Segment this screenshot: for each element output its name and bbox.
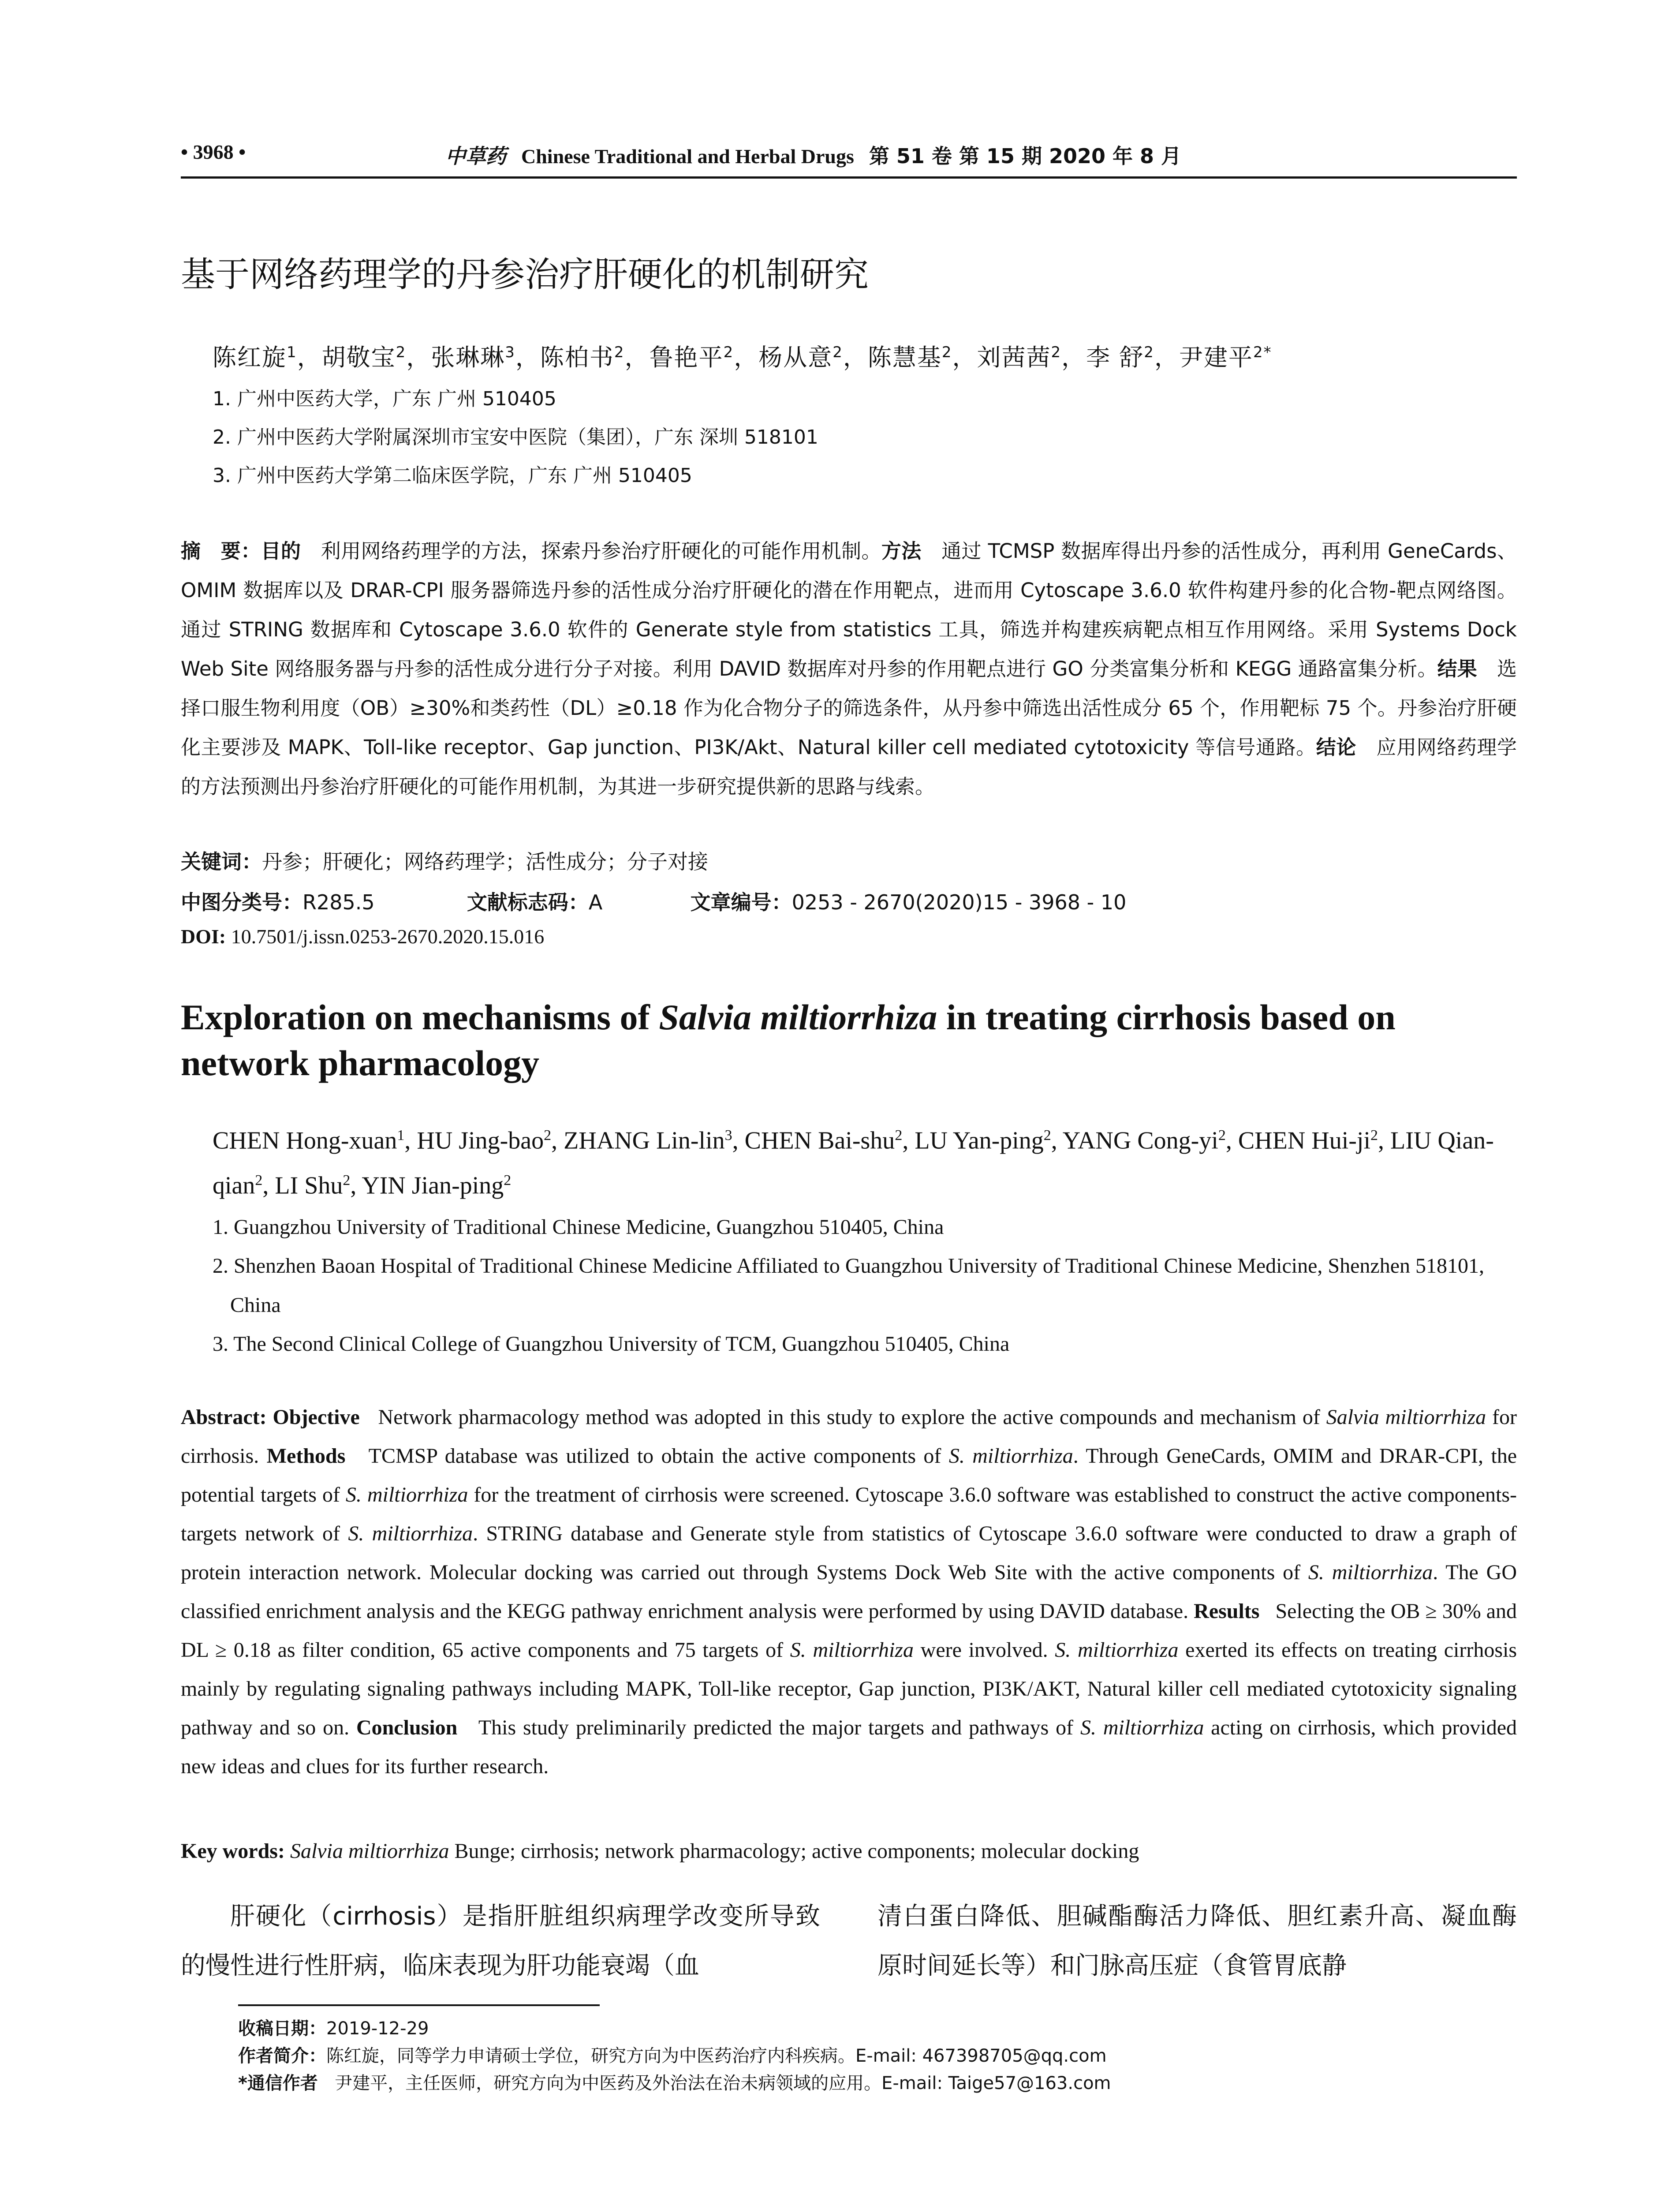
abstract-en-objective-text: Network pharmacology method was adopted in this study to explore the active compounds and mechanism of	[378, 1405, 1326, 1429]
abstract-cn-objective: 利用网络药理学的方法，探索丹参治疗肝硬化的可能作用机制。	[321, 539, 881, 563]
affiliation-cn-3: 3. 广州中医药大学第二临床医学院，广东 广州 510405	[213, 464, 692, 487]
abstract-en-conclusion-text: acting on cirrhosis, which provided new ideas and clues for its further research.	[181, 1716, 1517, 1778]
keywords-en	[181, 1839, 1139, 1863]
author-cn-affiliation-mark: 2	[396, 344, 407, 361]
abstract-en	[181, 1398, 1517, 1786]
author-cn-name: 陈柏书	[540, 344, 614, 371]
abstract-en-results-label: Results	[1194, 1600, 1260, 1623]
author-en-affiliation-mark: 2	[1218, 1127, 1226, 1144]
article-no-label: 文章编号：	[690, 890, 792, 914]
keywords-cn-label: 关键词：	[181, 850, 262, 874]
authors-cn: 陈红旋$^1$，胡敬宝$^2$，张琳琳$^3$，陈柏书$^2$，鲁艳平$^2$，杨从意$^2$，陈慧基$^2$，刘茜茜$^2$，李 舒$^2$，尹建平$^{2*}$	[213, 344, 1272, 371]
species-name: S. miltiorrhiza	[345, 1483, 468, 1506]
species-name: S. miltiorrhiza	[1308, 1561, 1433, 1584]
abstract-cn-label: 摘 要：	[181, 539, 261, 563]
footnote-rule	[238, 2004, 600, 2006]
abstract-en-methods-label: Methods	[266, 1444, 346, 1468]
abstract-en-results-text: were involved.	[914, 1638, 1055, 1662]
author-en-affiliation-mark: 2	[255, 1172, 263, 1188]
keywords-cn	[181, 846, 708, 875]
author-cn-affiliation-mark: 1	[287, 344, 297, 361]
author-en-name: LI Shu	[275, 1172, 343, 1200]
footnote-author-label: 作者简介：	[238, 2046, 326, 2066]
title-en	[181, 994, 1517, 1086]
author-cn-name: 陈红旋	[213, 344, 287, 371]
abstract-en-methods-text: TCMSP database was utilized to obtain the active components of	[368, 1444, 949, 1468]
author-en-affiliation-mark: 2	[895, 1127, 903, 1144]
author-cn-name: 尹建平	[1179, 344, 1253, 371]
species-name: S. miltiorrhiza	[790, 1638, 914, 1662]
doi-value: 10.7501/j.issn.0253-2670.2020.15.016	[231, 925, 545, 948]
title-en-part2: in treating cirrhosis based on network pharmacology	[181, 997, 1396, 1083]
author-cn-name: 胡敬宝	[321, 344, 396, 371]
doc-code-label: 文献标志码：	[467, 890, 589, 914]
abstract-en-methods-text: . The GO classified enrichment analysis and the KEGG pathway enrichment analysis were performed by using DAVID database.	[181, 1561, 1517, 1623]
abstract-cn-conclusion-label: 结论	[1316, 736, 1356, 759]
journal-info	[445, 140, 1181, 169]
author-cn-name: 杨从意	[758, 344, 833, 371]
body-column-right: 清白蛋白降低、胆碱酯酶活力降低、胆红素升高、凝血酶原时间延长等）和门脉高压症（食管胃底静	[877, 1902, 1517, 1980]
footnote-received-date: 2019-12-29	[326, 2018, 429, 2039]
abstract-cn-methods-label: 方法	[881, 539, 922, 563]
author-cn-affiliation-mark: 2	[723, 344, 734, 361]
journal-issue: 第 51 卷 第 15 期 2020 年 8 月	[869, 144, 1182, 168]
author-en-affiliation-mark: 2	[544, 1127, 552, 1144]
author-en-affiliation-mark: 1	[397, 1127, 405, 1144]
abstract-en-conclusion-label: Conclusion	[356, 1716, 458, 1739]
author-en-name: LU Yan-ping	[915, 1127, 1044, 1155]
affiliation-en-3: 3. The Second Clinical College of Guangzhou University of TCM, Guangzhou 510405, China	[213, 1332, 1010, 1356]
author-cn-affiliation-mark: 2*	[1253, 344, 1272, 361]
author-en-name: YIN Jian-ping	[362, 1172, 504, 1200]
authors-en: CHEN Hong-xuan$^1$, HU Jing-bao$^2$, ZHANG Lin-lin$^3$, CHEN Bai-shu$^2$, LU Yan-ping$^2$, YANG Cong-$yi^2$, CHEN Hui-$ji^2$, LIU Qian-qian$^2$, LI Shu$^2$, YIN Jian-ping$^2$	[213, 1127, 1494, 1200]
title-cn: 基于网络药理学的丹参治疗肝硬化的机制研究	[181, 255, 869, 295]
abstract-cn-conclusion: 应用网络药理学的方法预测出丹参治疗肝硬化的可能作用机制，为其进一步研究提供新的思路与线索。	[181, 736, 1517, 798]
affiliation-en-2: 2. Shenzhen Baoan Hospital of Traditional Chinese Medicine Affiliated to Guangzhou University of Traditional Chinese Medicine, Shenzhen 518101, China	[213, 1254, 1485, 1317]
classification-line	[181, 886, 1126, 916]
author-en-affiliation-mark: 2	[1043, 1127, 1051, 1144]
affiliation-cn-2: 2. 广州中医药大学附属深圳市宝安中医院（集团），广东 深圳 518101	[213, 426, 818, 448]
author-en-name: CHEN Bai-shu	[744, 1127, 895, 1155]
author-cn-affiliation-mark: 2	[1144, 344, 1154, 361]
author-cn-affiliation-mark: 2	[1051, 344, 1062, 361]
abstract-en-objective-end: for cirrhosis.	[181, 1405, 1517, 1468]
author-en-affiliation-mark: 2	[343, 1172, 351, 1188]
species-name: S. miltiorrhiza	[1055, 1638, 1179, 1662]
author-en-name: ZHANG Lin-lin	[564, 1127, 725, 1155]
doi-label: DOI:	[181, 925, 226, 948]
journal-name-en: Chinese Traditional and Herbal Drugs	[521, 145, 854, 168]
footnote-corresponding	[238, 2069, 1111, 2094]
author-en-name: HU Jing-bao	[417, 1127, 544, 1155]
clc-label: 中图分类号：	[181, 890, 302, 914]
footnote-corresponding-text: 尹建平，主任医师，研究方向为中医药及外治法在治未病领域的应用。E-mail: Taige57@163.com	[335, 2073, 1111, 2093]
footnote-author-text: 陈红旋，同等学力申请硕士学位，研究方向为中医药治疗内科疾病。E-mail: 467398705@qq.com	[326, 2046, 1107, 2066]
affiliation-en-1: 1. Guangzhou University of Traditional Chinese Medicine, Guangzhou 510405, China	[213, 1215, 944, 1239]
abstract-cn-objective-label: 目的	[261, 539, 301, 563]
author-cn-name: 张琳琳	[431, 344, 505, 371]
abstract-en-label: Abstract:	[181, 1405, 267, 1429]
keywords-en-species: Salvia miltiorrhiza	[290, 1839, 449, 1863]
header-rule	[181, 176, 1517, 179]
species-name: S. miltiorrhiza	[948, 1444, 1073, 1468]
abstract-cn-results-label: 结果	[1437, 657, 1477, 680]
journal-name-cn: 中草药	[445, 144, 506, 168]
author-cn-name: 刘茜茜	[977, 344, 1051, 371]
abstract-en-methods-text: . STRING database and Generate style from statistics of Cytoscape 3.6.0 software were conducted to draw a graph of protein interaction network. Molecular docking was carried out through Systems Dock Web Site with the active components of	[181, 1522, 1517, 1584]
author-en-affiliation-mark: 2	[504, 1172, 511, 1188]
author-cn-name: 鲁艳平	[649, 344, 724, 371]
footnote-received-label: 收稿日期：	[238, 2018, 326, 2039]
footnote-author	[238, 2042, 1107, 2067]
author-cn-affiliation-mark: 2	[833, 344, 843, 361]
author-en-name: LIU Qian-qian	[213, 1127, 1494, 1200]
author-cn-name: 陈慧基	[867, 344, 942, 371]
abstract-en-objective-label: Objective	[273, 1405, 360, 1429]
keywords-en-label: Key words:	[181, 1839, 285, 1863]
author-en-name: YANG Cong-yi	[1062, 1127, 1218, 1155]
author-cn-affiliation-mark: 2	[941, 344, 952, 361]
species-name: S. miltiorrhiza	[1080, 1716, 1204, 1739]
abstract-cn-methods: 通过 TCMSP 数据库得出丹参的活性成分，再利用 GeneCards、OMIM 数据库以及 DRAR-CPI 服务器筛选丹参的活性成分治疗肝硬化的潜在作用靶点，进而用 Cytoscape 3.6.0 软件构建丹参的化合物-靶点网络图。通过 STRING 数据库和 Cytoscape 3.6.0 软件的 Generate style from statistics 工具，筛选并构建疾病靶点相互作用网络。采用 Systems Dock Web Site 网络服务器与丹参的活性成分进行分子对接。利用 DAVID 数据库对丹参的作用靶点进行 GO 分类富集分析和 KEGG 通路富集分析。	[181, 539, 1517, 680]
abstract-en-methods-text: for the treatment of cirrhosis were screened. Cytoscape 3.6.0 software was established to construct the active components-targets network of	[181, 1483, 1517, 1545]
title-en-part1: Exploration on mechanisms of	[181, 997, 659, 1037]
abstract-cn-results: 选择口服生物利用度（OB）≥30%和类药性（DL）≥0.18 作为化合物分子的筛选条件，从丹参中筛选出活性成分 65 个，作用靶标 75 个。丹参治疗肝硬化主要涉及 MAPK、Toll-like receptor、Gap junction、PI3K/Akt、Natural killer cell mediated cytotoxicity 等信号通路。	[181, 657, 1517, 759]
author-en-name: CHEN Hui-ji	[1238, 1127, 1371, 1155]
abstract-en-results-text: exerted its effects on treating cirrhosis mainly by regulating signaling pathways including MAPK, Toll-like receptor, Gap junction, PI3K/AKT, Natural killer cell mediated cytotoxicity signaling pathway and so on.	[181, 1638, 1517, 1739]
species-name: S. miltiorrhiza	[348, 1522, 473, 1545]
author-cn-affiliation-mark: 3	[505, 344, 515, 361]
abstract-en-methods-text: . Through GeneCards, OMIM and DRAR-CPI, the potential targets of	[181, 1444, 1517, 1506]
doc-code-value: A	[588, 890, 603, 914]
keywords-cn-text: 丹参；肝硬化；网络药理学；活性成分；分子对接	[262, 850, 708, 874]
footnote-received	[238, 2014, 429, 2040]
author-cn-affiliation-mark: 2	[614, 344, 625, 361]
abstract-en-conclusion-text: This study preliminarily predicted the major targets and pathways of	[478, 1716, 1080, 1739]
affiliation-cn-1: 1. 广州中医药大学，广东 广州 510405	[213, 388, 556, 410]
author-en-name: CHEN Hong-xuan	[213, 1127, 397, 1155]
clc-value: R285.5	[302, 890, 375, 914]
page-number: • 3968 •	[181, 141, 246, 163]
running-header	[181, 140, 1517, 176]
abstract-en-results-text: Selecting the OB ≥ 30% and DL ≥ 0.18 as filter condition, 65 active components and 75 targets of	[181, 1600, 1517, 1662]
footnote-corresponding-label: *通信作者	[238, 2073, 318, 2093]
species-name: Salvia miltiorrhiza	[1326, 1405, 1486, 1429]
author-cn-name: 李 舒	[1086, 344, 1144, 371]
abstract-cn	[181, 531, 1517, 806]
author-en-affiliation-mark: 2	[1370, 1127, 1378, 1144]
doi-line	[181, 925, 544, 948]
keywords-en-text: Bunge; cirrhosis; network pharmacology; active components; molecular docking	[449, 1839, 1139, 1863]
article-no-value: 0253 - 2670(2020)15 - 3968 - 10	[791, 890, 1127, 914]
body-column-left: 肝硬化（cirrhosis）是指肝脏组织病理学改变所导致的慢性进行性肝病，临床表现为肝功能衰竭（血	[181, 1902, 820, 1980]
author-en-affiliation-mark: 3	[724, 1127, 732, 1144]
title-en-species: Salvia miltiorrhiza	[659, 997, 937, 1037]
